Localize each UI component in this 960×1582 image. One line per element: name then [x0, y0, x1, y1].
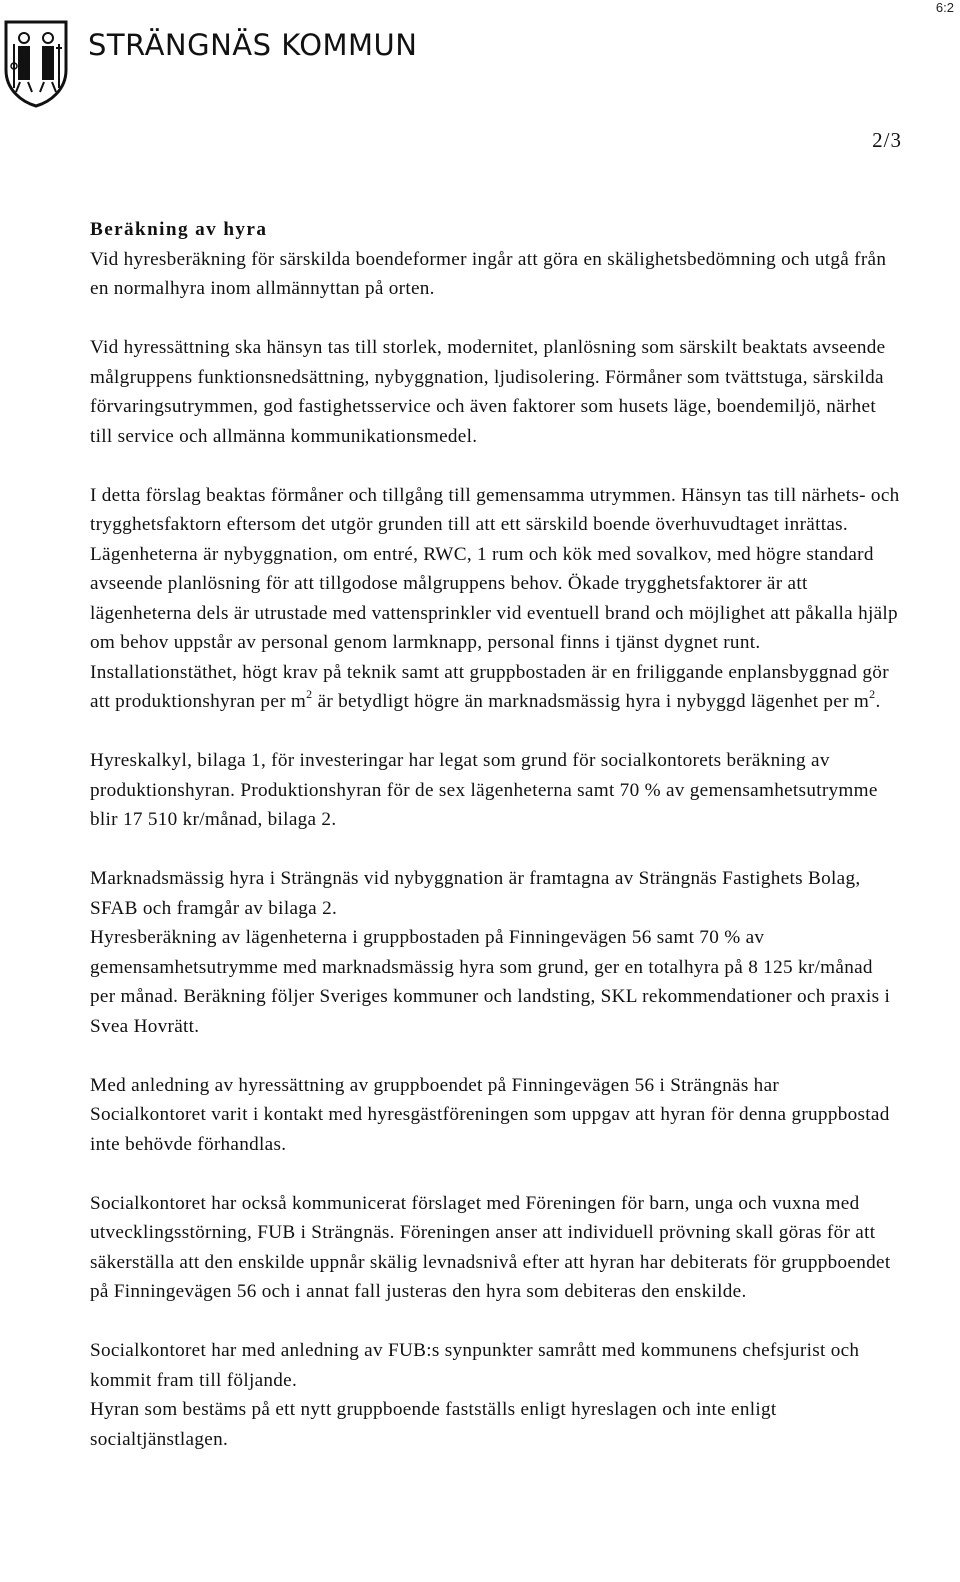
paragraph-5: Marknadsmässig hyra i Strängnäs vid nybyggnation är framtagna av Strängnäs Fastighets Bolag, SFAB och framgår av bilaga 2.: [90, 868, 861, 919]
paragraph-1: Vid hyresberäkning för särskilda boendeformer ingår att göra en skälighetsbedömning och utgå från en normalhyra inom allmännyttan på orten.: [90, 248, 887, 299]
document-body: [90, 215, 900, 1454]
paragraph-9: Socialkontoret har med anledning av FUB:s synpunkter samrått med kommunens chefsjurist och kommit fram till följande.: [90, 1340, 860, 1391]
page-number: 2/3: [872, 128, 902, 152]
paragraph-3: I detta förslag beaktas förmåner och tillgång till gemensamma utrymmen. Hänsyn tas till närhets- och trygghetsfaktorn eftersom det utgör grunden till att ett särskild boende överhuvudtaget inrättas. Lägenheterna är nybyggnation, om entré, RWC, 1 rum och kök med sovalkov, med högre standard avseende planlösning för att tillgodose målgruppens behov. Ökade trygghetsfaktorer är att lägenheterna dels är utrustade med vattensprinkler vid eventuell brand och möjlighet att påkalla hjälp om behov uppstår av personal genom larmknapp, personal finns i tjänst dygnet runt. Installationstäthet, högt krav på teknik samt att gruppbostaden är en friliggande enplansbyggnad gör att produktionshyran per $m^2$ är betydligt högre än marknadsmässig hyra i nybyggd lägenhet per $m^2$.: [90, 484, 900, 712]
paragraph-2: Vid hyressättning ska hänsyn tas till storlek, modernitet, planlösning som särskilt beaktats avseende målgruppens funktionsnedsättning, nybyggnation, ljudisolering. Förmåner som tvättstuga, särskilda förvaringsutrymmen, god fastighetsservice och även faktorer som husets läge, boendemiljö, närhet till service och allmänna kommunikationsmedel.: [90, 337, 886, 447]
paragraph-7: Med anledning av hyressättning av gruppboendet på Finningevägen 56 i Strängnäs har Socialkontoret varit i kontakt med hyresgästföreningen som uppgav att hyran för denna gruppbostad inte behövde förhandlas.: [90, 1074, 890, 1155]
coat-of-arms-logo: [2, 18, 70, 108]
paragraph-4: Hyreskalkyl, bilaga 1, för investeringar har legat som grund för socialkontorets beräkning av produktionshyran. Produktionshyran för de sex lägenheterna samt 70 % av gemensamhetsutrymme blir 17 510 kr/månad, bilaga 2.: [90, 750, 878, 830]
paragraph-6: Hyresberäkning av lägenheterna i gruppbostaden på Finningevägen 56 samt 70 % av gemensamhetsutrymme med marknadsmässig hyra som grund, ger en totalhyra på 8 125 kr/månad per månad. Beräkning följer Sveriges kommuner och landsting, SKL rekommendationer och praxis i Svea Hovrätt.: [90, 927, 891, 1037]
section-heading-paragraph: [90, 215, 900, 304]
organization-name: STRÄNGNÄS KOMMUN: [88, 28, 418, 62]
paragraph-8: Socialkontoret har också kommunicerat förslaget med Föreningen för barn, unga och vuxna med utvecklingsstörning, FUB i Strängnäs. Föreningen anser att individuell prövning skall göras för att säkerställa att den enskilde uppnår skälig levnadsnivå efter att hyran har debiterats för gruppboendet på Finningevägen 56 och i annat fall justeras den hyra som debiteras den enskilde.: [90, 1192, 891, 1302]
paragraph-10: Hyran som bestäms på ett nytt gruppboende fastställs enligt hyreslagen och inte enligt socialtjänstlagen.: [90, 1399, 777, 1450]
page-tag: 6:2: [935, 0, 954, 15]
section-heading: Beräkning av hyra: [90, 219, 268, 240]
